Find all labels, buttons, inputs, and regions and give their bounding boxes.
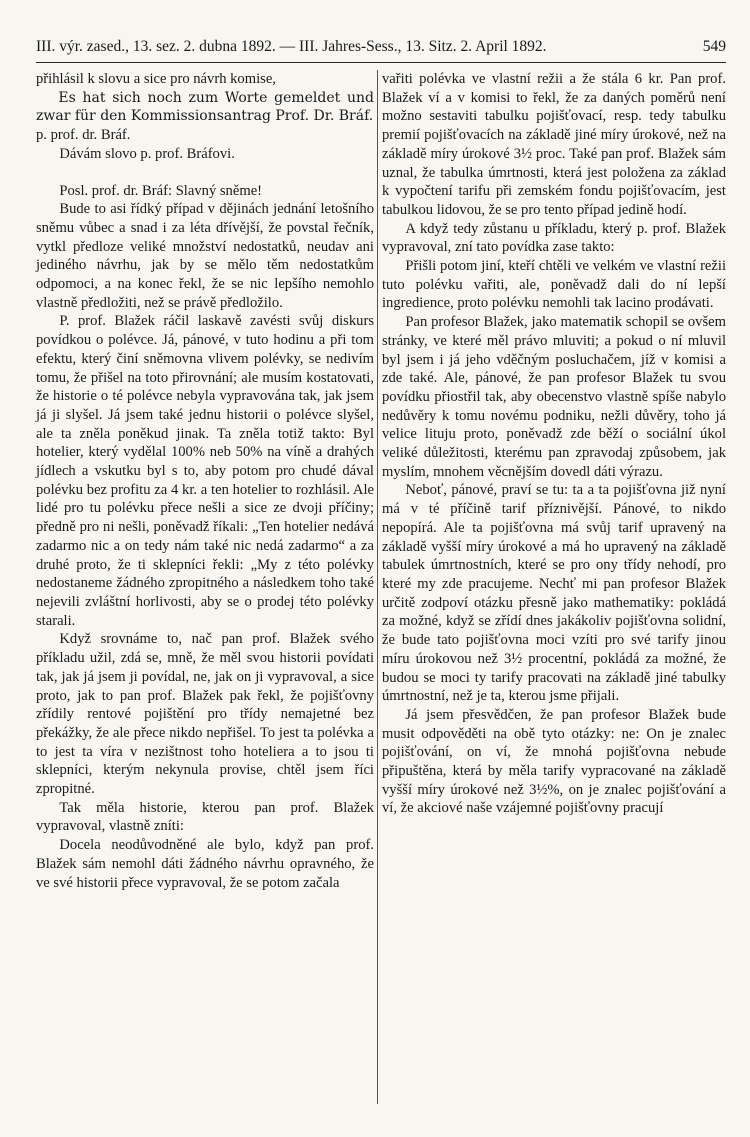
left-column [36,70,374,892]
paragraph: p. prof. dr. Bráf. [36,127,131,144]
paragraph: Dávám slovo p. prof. Bráfovi. [59,145,235,162]
right-column [382,70,726,818]
paragraph: přihlásil k slovu a sice pro návrh komise, [36,71,276,87]
paragraph: Neboť, pánové, praví se tu: ta a ta pojišťovna již nyní má v té příčině tarif příznivější. Pánové, to nikdo nepopírá. Ale ta pojišťovna má svůj tarif upravený na základě vyšší míry úrokové a má ho upravený na základě tabulek úmrtnostních, které se pro ony třídy nehodí, pro které my zde pracujeme. Nechť mi pan profesor Blažek určitě zodpoví otázku přesně jako mathematiky: pokládá za možné, když se zřídí dnes jakákoliv pojišťovna solidní, že bude tato pojišťovna moci vzíti pro své tarify jinou míru úrokovou než 3½ procentní, pokládá za možné, že budou se moci ty tarify pracovati na základě jiné tabulky úmrtnostní, než je ta, kterou jsme přijali. [382,482,726,705]
paragraph: Bude to asi řídký případ v dějinách jednání letošního sněmu vůbec a snad i za léta dřívější, že povstal řečník, vytkl předloze veliké množství nedostatků, neudav ani jediného návrhu, jak by se mělo těm nedostatkům odpomoci, a na konec řekl, že se nic lepšího nemohlo vlastně předložiti, než se právě předložilo. [36,201,374,311]
paragraph: Já jsem přesvědčen, že pan profesor Blažek bude musit odpověděti na obě tyto otázky: ne: On je znalec pojišťování, on ví, že mnohá pojišťovna nebude připuštěna, která by měla tarify vypracované na základě vyšší míry úrokové než 3½%, on je znalec pojišťování a ví, že akciové naše vzájemné pojišťovny pracují [382,706,726,817]
header-title: III. výr. zased., 13. sez. 2. dubna 1892. — III. Jahres-Sess., 13. Sitz. 2. April 1892. [36,38,547,55]
speaker-line: Posl. prof. dr. Bráf: Slavný sněme! [59,182,263,199]
paragraph: Pan profesor Blažek, jako matematik schopil se ovšem stránky, ve které měl právo mluviti; a pokud o ní mluvil byl jsem i já jeho vděčným posluchačem, jíž v komisi a zde také. Ale, pánové, že pan profesor Blažek tu svou povídku přiostřil tak, aby obecenstvo vlastně spíše nabylo nedůvěry k tomu novému podniku, nežli důvěry, toho já velice lituju proto, poněvadž zde běží o sociální úkol veliké důležitosti, kterému pan zpravodaj způsobem, jak myslím, mnohem věcnějším dovedl dáti výrazu. [382,314,726,480]
paragraph: vařiti polévka ve vlastní režii a že stála 6 kr. Pan prof. Blažek ví a v komisi to řekl, že za daných poměrů není možno sestaviti tabulku pojišťovací, resp. tedy tabulku premií pojišťovacích na základě jiné míry úrokové, než na základě míry úrokové 3½ proc. Také pan prof. Blažek sám uznal, že tabulka úmrtnosti, která jest položena za základ k vypočtení tarifu při zemském fondu pojišťovacím, jest tabulkou lidovou, že se pro tento případ jedině hodí. [382,71,726,218]
running-header [36,38,726,60]
paragraph: Když srovnáme to, nač pan prof. Blažek svého příkladu užil, zdá se, mně, že měl svou historii povídati tak, jak já jsem ji povídal, ne, jak on ji vypravoval, a sice proto, jak to pan prof. Blažek pak řekl, že pojišťovny zřídily rentové pojištění pro třídy nemajetné bez překážky, že ale přece nikdo nepřišel. To jest ta polévka a to jest ta víra v nezištnost toho hoteliera a to jsou ti sklepníci, kterým nekynula provise, chtěl jsem říci zpropitné. [36,631,374,798]
paragraph: Docela neodůvodněné ale bylo, když pan prof. Blažek sám nemohl dáti žádného návrhu opravného, že ve své historii přece vypravoval, že se potom začala [36,837,374,891]
column-divider [377,70,378,1104]
header-rule [36,62,726,63]
paragraph-german: Es hat sich noch zum Worte gemeldet und zwar für den Kommissionsantrag Prof. Dr. Bráf. [36,89,374,125]
paragraph: A když tedy zůstanu u příkladu, který p. prof. Blažek vypravoval, zní tato povídka zase takto: [382,220,726,256]
page-number: 549 [702,38,726,55]
document-page [36,0,726,1137]
paragraph: Přišli potom jiní, kteří chtěli ve velkém ve vlastní režii tuto polévku vařiti, ale, poněvadž dali do ní lepší ingredience, proto polévku nemohli tak lacino prodávati. [382,258,726,312]
paragraph: P. prof. Blažek ráčil laskavě zavésti svůj diskurs povídkou o polévce. Já, pánové, v tuto hodinu a při tom efektu, který činí sněmovna vlivem polévky, se nedivím tomu, že přišel na toto přirovnání; ale musím kostatovati, že historie o té polévce nebyla vypravována tak, jak jsem já ji slyšel. Já jsem také jednu historii o polévce slyšel, ale ta zněla poněkud jinak. Ta zněla totiž takto: Byl hotelier, který vydělal 100% neb 50% na víně a drahých jídlech a vskutku byl s to, aby potom pro chudé dával polévku bez profitu za 4 kr. a ten hotelier to rozhlásil. Ale lidé pro tu polévku přece nešli a sice ze dvoji příčiny; předně pro ni nešli, poněvadž říkali: „Ten hotelier nedává zadarmo nic a on tedy nám také nic nedá zadarmo“ a za druhé proto, že ti sklepníci řekli: „My z této polévky nedostaneme žádného zpropitného a následkem toho také nejevili zvláštní horlivosti, aby se o prodej této polévky starali. [36,313,374,629]
paragraph: Tak měla historie, kterou pan prof. Blažek vypravoval, vlastně zníti: [36,799,374,835]
